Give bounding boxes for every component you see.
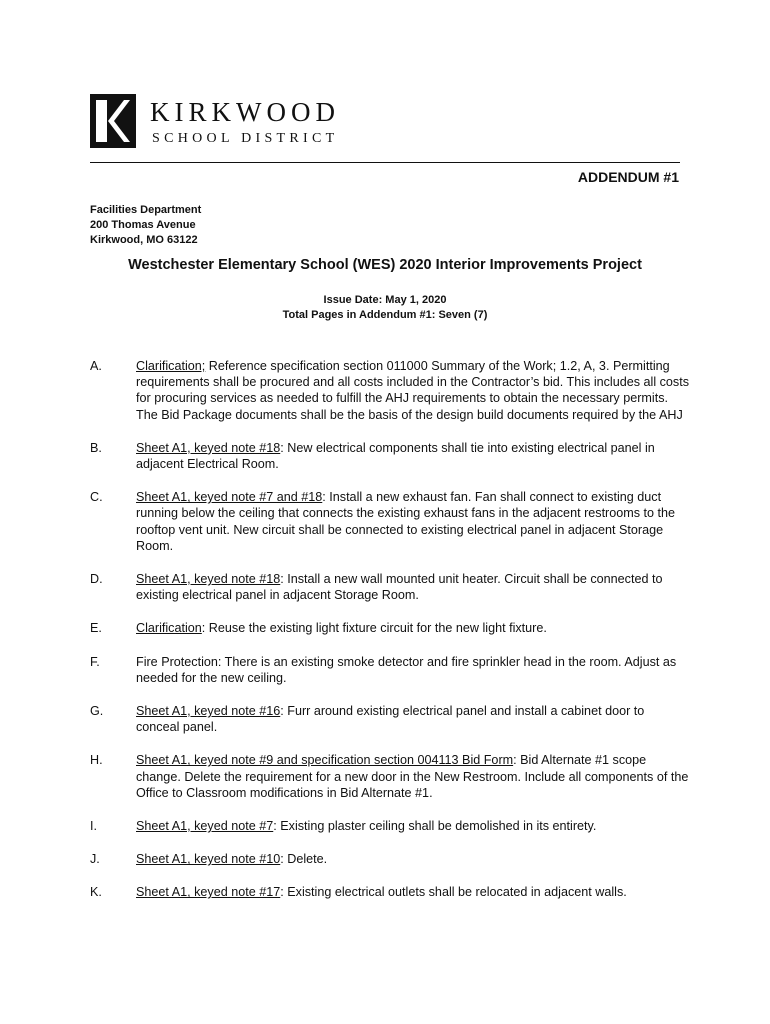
item-letter: D.: [90, 572, 103, 587]
item-letter: I.: [90, 819, 97, 834]
item-letter: E.: [90, 621, 102, 636]
issue-info: [0, 293, 770, 323]
item-text: : Existing electrical outlets shall be relocated in adjacent walls.: [280, 885, 627, 900]
item-text: : Reuse the existing light fixture circuit for the new light fixture.: [201, 621, 547, 636]
item-text: : New electrical components shall tie into existing electrical panel in adjacent Electrical Room.: [136, 440, 655, 472]
list-item: [90, 358, 690, 423]
district-logo: [90, 92, 340, 152]
item-reference: Sheet A1, keyed note #9 and specification section 004113 Bid Form: [136, 753, 514, 768]
address-line: Kirkwood, MO 63122: [90, 234, 198, 246]
addendum-items-list: [90, 358, 690, 918]
list-item: [90, 440, 690, 472]
list-item: [90, 752, 690, 801]
item-reference: Sheet A1, keyed note #18: [136, 572, 281, 587]
item-text: : Install a new wall mounted unit heater. Circuit shall be connected to existing electrical panel in adjacent Storage Room.: [136, 572, 663, 603]
item-letter: K.: [90, 885, 102, 900]
item-letter: C.: [90, 490, 103, 505]
item-letter: G.: [90, 704, 104, 719]
address-block: [90, 203, 201, 248]
list-item: [90, 851, 690, 867]
item-text: : Furr around existing electrical panel and install a cabinet door to conceal panel.: [136, 704, 645, 735]
item-reference: Sheet A1, keyed note #10: [136, 852, 281, 867]
item-text: : Install a new exhaust fan. Fan shall connect to existing duct running below the ceiling that connects the existing exhaust fans in the adjacent restrooms to the rooftop vent unit. New circuit shall be connected to existing electrical panel in adjacent Storage Room.: [136, 490, 676, 553]
address-line: 200 Thomas Avenue: [90, 219, 196, 231]
item-reference: Sheet A1, keyed note #17: [136, 885, 281, 900]
item-reference: Clarification;: [136, 359, 206, 373]
project-title: Westchester Elementary School (WES) 2020 Interior Improvements Project: [128, 257, 642, 273]
item-reference: Sheet A1, keyed note #7 and #18: [136, 490, 323, 505]
addendum-label: ADDENDUM #1: [577, 169, 679, 185]
item-reference: Sheet A1, keyed note #18: [136, 440, 281, 455]
item-text: Fire Protection: There is an existing smoke detector and fire sprinkler head in the room. Adjust as needed for the new ceiling.: [136, 654, 677, 685]
item-reference: Sheet A1, keyed note #16: [136, 704, 281, 719]
total-pages: Total Pages in Addendum #1: Seven (7): [282, 309, 488, 321]
item-letter: F.: [90, 654, 100, 669]
list-item: [90, 620, 690, 636]
item-letter: H.: [90, 753, 103, 768]
list-item: [90, 654, 690, 686]
item-reference: Clarification: [136, 621, 202, 636]
logo-subtitle: SCHOOL DISTRICT: [152, 131, 339, 146]
issue-date: Issue Date: May 1, 2020: [323, 294, 447, 306]
list-item: [90, 703, 690, 735]
list-item: [90, 489, 690, 554]
header-divider: [90, 162, 680, 163]
item-text: : Existing plaster ceiling shall be demolished in its entirety.: [273, 819, 597, 834]
item-reference: Sheet A1, keyed note #7: [136, 819, 274, 834]
item-text: : Bid Alternate #1 scope change. Delete the requirement for a new door in the New Restroom. Include all components of the Office to Classroom modifications in Bid Alternate #1.: [136, 753, 689, 800]
logo-name: KIRKWOOD: [150, 97, 340, 127]
kirkwood-k-logo-mark-icon: [90, 94, 136, 148]
item-letter: J.: [90, 852, 100, 867]
item-text: : Delete.: [280, 852, 328, 867]
list-item: [90, 884, 690, 900]
item-text: Reference specification section 011000 Summary of the Work; 1.2, A, 3. Permitting requirements shall be procured and all costs included in the Contractor’s bid. This includes all costs for procuring services as needed to fulfill the AHJ requirements to obtain the necessary permits. The Bid Package documents shall be the basis of the design build documents required by the AHJ: [136, 359, 690, 422]
item-letter: A.: [90, 359, 102, 373]
list-item: [90, 818, 690, 834]
item-letter: B.: [90, 440, 102, 455]
list-item: [90, 571, 690, 603]
address-line: Facilities Department: [90, 204, 202, 216]
